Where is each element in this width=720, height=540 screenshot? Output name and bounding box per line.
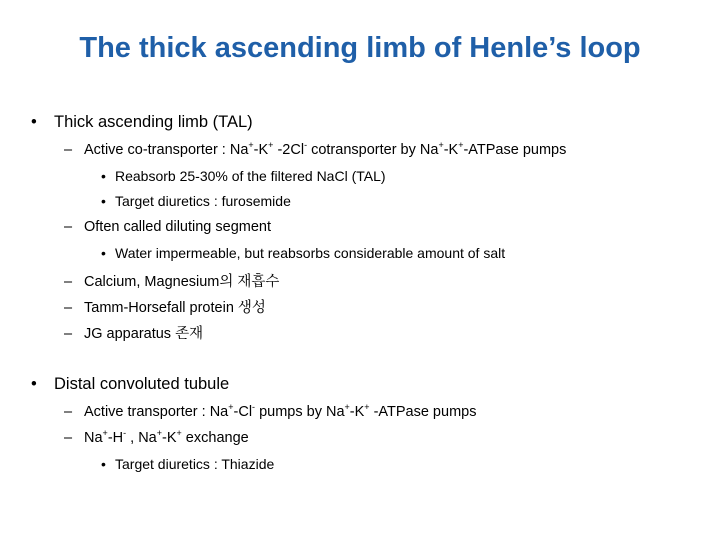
subitem-reabsorb	[101, 168, 386, 184]
item-cotransporter	[64, 142, 566, 158]
item-tamm-horsefall	[64, 296, 266, 317]
item-diluting-segment-text: Often called diluting segment	[84, 219, 271, 235]
dash-mark: –	[64, 326, 73, 342]
slide-title: The thick ascending limb of Henle’s loop	[79, 32, 641, 64]
section-heading-dct: Distal convoluted tubule	[54, 375, 230, 393]
item-exchange-text: Na+-H- , Na+-K+ exchange	[84, 428, 249, 446]
subitem-furosemide-text: Target diuretics : furosemide	[115, 193, 291, 209]
bullet-mark: •	[101, 456, 106, 472]
item-diluting-segment	[64, 219, 271, 235]
subitem-water-impermeable	[101, 245, 505, 261]
section-heading-tal: Thick ascending limb (TAL)	[54, 113, 253, 131]
bullet-tal	[31, 113, 253, 132]
item-tamm-horsefall-text: Tamm-Horsefall protein 생성	[84, 300, 266, 316]
bullet-dct	[31, 375, 229, 394]
dash-mark: –	[64, 300, 73, 316]
bullet-mark: •	[101, 168, 106, 184]
item-jg-apparatus-text: JG apparatus 존재	[84, 326, 204, 342]
bullet-mark: •	[101, 245, 106, 261]
dash-mark: –	[64, 274, 73, 290]
dash-mark: –	[64, 142, 73, 158]
subitem-reabsorb-text: Reabsorb 25-30% of the filtered NaCl (TAL)	[115, 168, 386, 184]
item-calcium	[64, 270, 279, 291]
dash-mark: –	[64, 219, 73, 235]
subitem-thiazide	[101, 456, 274, 472]
subitem-thiazide-text: Target diuretics : Thiazide	[115, 456, 275, 472]
bullet-mark: •	[31, 375, 37, 393]
subitem-water-impermeable-text: Water impermeable, but reabsorbs considerable amount of salt	[115, 245, 506, 261]
item-active-transporter-text: Active transporter : Na+-Cl- pumps by Na+-K+ -ATPase pumps	[84, 402, 477, 420]
item-cotransporter-text: Active co-transporter : Na+-K+ -2Cl- cotransporter by Na+-K+-ATPase pumps	[84, 140, 567, 158]
item-calcium-text: Calcium, Magnesium의 재흡수	[84, 274, 280, 290]
subitem-furosemide	[101, 193, 291, 209]
item-exchange	[64, 430, 249, 446]
item-active-transporter	[64, 404, 476, 420]
bullet-mark: •	[101, 193, 106, 209]
item-jg-apparatus	[64, 322, 203, 343]
dash-mark: –	[64, 404, 73, 420]
dash-mark: –	[64, 430, 73, 446]
bullet-mark: •	[31, 113, 37, 131]
